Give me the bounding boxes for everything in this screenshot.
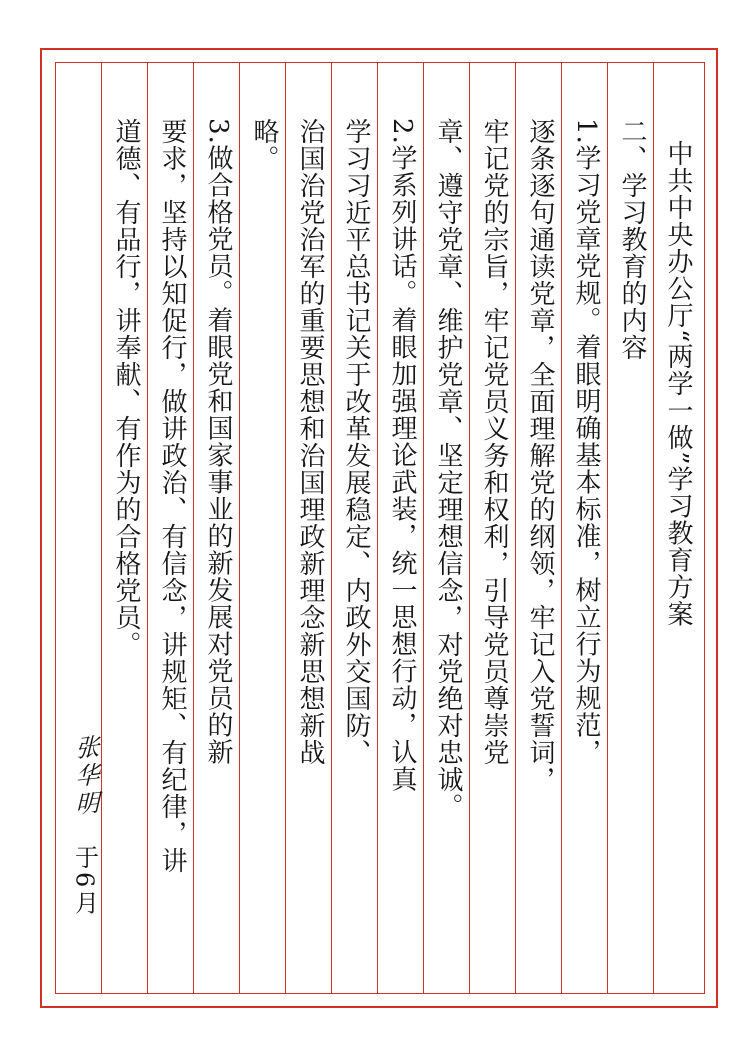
text-column-3: 逐条逐句通读党章，全面理解党的纲领，牢记入党誓词， bbox=[525, 118, 555, 793]
signature-name: 张华明 bbox=[70, 733, 99, 821]
text-column-5: 章、遵守党章、维护党章、坚定理想信念，对党绝对忠诚。 bbox=[433, 118, 463, 820]
signature-date: 于6月 bbox=[70, 845, 99, 918]
text-column-4: 牢记党的宗旨，牢记党员义务和权利，引导党员尊崇党 bbox=[479, 118, 509, 766]
text-column-1: 二、学习教育的内容 bbox=[617, 118, 647, 361]
text-column-2: 1.学习党章党规。着眼明确基本标准，树立行为规范， bbox=[571, 118, 601, 766]
signature-block bbox=[65, 735, 105, 975]
text-column-6: 2.学系列讲话。着眼加强理论武装，统一思想行动，认真 bbox=[387, 118, 417, 793]
text-column-12: 道德、有品行，讲奉献、有作为的合格党员。 bbox=[111, 118, 141, 658]
document-title: 中共中央办公厅“两学一做”学习教育方案 bbox=[663, 140, 693, 628]
text-column-8: 治国治党治军的重要思想和治国理政新理念新思想新战 bbox=[295, 118, 325, 766]
text-column-10: 3.做合格党员。着眼党和国家事业的新发展对党员的新 bbox=[203, 118, 233, 766]
text-column-9: 略。 bbox=[249, 118, 279, 172]
text-column-11: 要求，坚持以知促行，做讲政治、有信念，讲规矩、有纪律，讲 bbox=[157, 118, 187, 874]
text-column-7: 学习习近平总书记关于改革发展稳定、内政外交国防、 bbox=[341, 118, 371, 766]
